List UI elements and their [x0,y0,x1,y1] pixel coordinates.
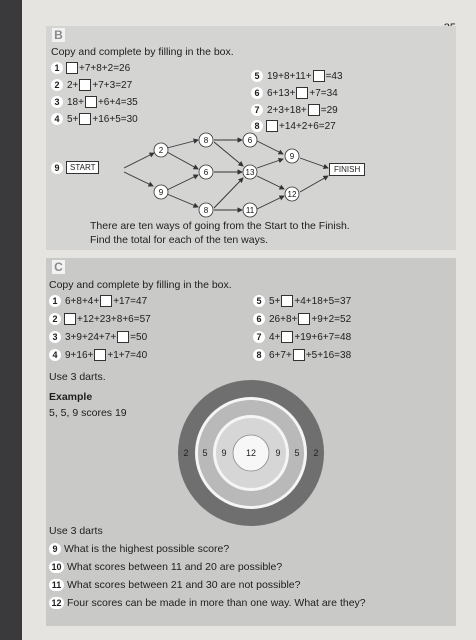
workbook-page [22,0,476,640]
equation-text: +17=47 [113,295,148,307]
section-b-question-3 [51,96,139,108]
equation-text: 18+ [67,96,84,108]
svg-text:13: 13 [245,168,255,177]
svg-text:6: 6 [247,136,253,145]
equation-text: 3+9+24+7+ [65,331,117,343]
section-b-question-6 [251,87,339,99]
section-c-question-2 [49,313,152,325]
question-number: 1 [51,62,63,74]
equation-text: 6+7+ [269,349,292,361]
question-number: 8 [251,120,263,132]
question-number: 4 [51,113,63,125]
dartboard-score-ring1-right: 9 [275,448,281,458]
dart-question-12 [49,597,366,609]
section-c-question-1 [49,295,148,307]
equation-text: 19+8+11+ [267,70,312,82]
section-b-letter: B [52,28,65,42]
start-box: START [66,161,99,174]
equation-text: +4+18+5=37 [294,295,352,307]
question-number: 9 [49,543,61,555]
equation-text: =50 [130,331,148,343]
network-node [285,149,299,163]
use-darts-label-2: Use 3 darts [49,525,103,537]
answer-box[interactable] [79,113,91,125]
section-c-letter: C [52,260,65,274]
network-nodes [46,130,456,218]
section-c-question-5 [253,295,352,307]
answer-box[interactable] [296,87,308,99]
svg-text:8: 8 [203,206,209,215]
network-node [199,203,213,217]
answer-box[interactable] [94,349,106,361]
dart-question-10 [49,561,282,573]
answer-box[interactable] [66,62,78,74]
network-node [243,165,257,179]
network-node [154,185,168,199]
question-number: 7 [251,104,263,116]
section-b-question-1 [51,62,131,74]
equation-text: +7=34 [309,87,338,99]
example-text: 5, 5, 9 scores 19 [49,407,127,419]
question-number: 12 [49,597,64,609]
network-node [243,203,257,217]
dartboard-score-ring1-left: 9 [221,448,227,458]
question-text: What is the highest possible score? [64,543,230,555]
question-number: 2 [49,313,61,325]
equation-text: 9+16+ [65,349,94,361]
question-text: What scores between 11 and 20 are possible? [67,561,283,573]
section-b [46,26,456,250]
svg-text:6: 6 [203,168,209,177]
section-c-question-4 [49,349,148,361]
question-number: 5 [253,295,265,307]
answer-box[interactable] [298,313,310,325]
equation-text: +5+16=38 [305,349,352,361]
dart-question-11 [49,579,300,591]
dartboard [176,378,326,528]
equation-text: 4+ [269,331,281,343]
network-note-line2: Find the total for each of the ten ways. [90,234,269,246]
section-b-instruction: Copy and complete by filling in the box. [51,46,234,58]
question-number: 8 [253,349,265,361]
equation-text: +19+6+7=48 [294,331,352,343]
equation-text: +1+7=40 [107,349,148,361]
dartboard-score-center: 12 [245,448,257,458]
svg-text:8: 8 [203,136,209,145]
question-number: 5 [251,70,263,82]
network-node [199,165,213,179]
section-c-question-8 [253,349,352,361]
answer-box[interactable] [100,295,112,307]
svg-text:9: 9 [289,152,295,161]
answer-box[interactable] [308,104,320,116]
answer-box[interactable] [64,313,76,325]
dartboard-score-ring3-right: 2 [313,448,319,458]
answer-box[interactable] [79,79,91,91]
equation-text: 6+8+4+ [65,295,100,307]
question-number: 6 [251,87,263,99]
section-c-question-7 [253,331,352,343]
question-text: Four scores can be made in more than one way. What are they? [67,597,366,609]
answer-box[interactable] [85,96,97,108]
question-number: 9 [51,162,63,174]
equation-text: +14+2+6=27 [279,120,336,132]
equation-text: =29 [320,104,338,116]
equation-text: 5+ [67,113,79,125]
dartboard-score-ring2-left: 5 [202,448,208,458]
answer-box[interactable] [313,70,325,82]
network-node [285,187,299,201]
equation-text: +12+23+8+6=57 [77,313,151,325]
question-number: 6 [253,313,265,325]
equation-text: +16+5=30 [92,113,138,125]
equation-text: +7+8+2=26 [79,62,131,74]
svg-text:11: 11 [245,206,255,215]
network-node [154,143,168,157]
section-c-question-6 [253,313,352,325]
section-b-question-2 [51,79,133,91]
answer-box[interactable] [281,331,293,343]
dartboard-score-ring2-right: 5 [294,448,300,458]
network-note-line1: There are ten ways of going from the Start to the Finish. [90,220,350,232]
equation-text: +6+4=35 [97,96,138,108]
svg-text:2: 2 [158,146,164,155]
question-text: What scores between 21 and 30 are not possible? [67,579,301,591]
svg-text:12: 12 [287,190,297,199]
network-node [243,133,257,147]
dart-question-9 [49,543,229,555]
question-number: 4 [49,349,61,361]
question-number: 10 [49,561,64,573]
equation-text: =43 [325,70,343,82]
equation-text: +9+2=52 [311,313,352,325]
question-number: 2 [51,79,63,91]
equation-text: 2+3+18+ [267,104,307,116]
section-c [46,258,456,626]
network-node [199,133,213,147]
section-c-question-3 [49,331,148,343]
finish-box: FINISH [329,163,365,176]
answer-box[interactable] [117,331,129,343]
question-number: 11 [49,579,64,591]
equation-text: 2+ [67,79,79,91]
equation-text: 5+ [269,295,281,307]
question-number: 3 [49,331,61,343]
question-number: 7 [253,331,265,343]
section-b-question-7 [251,104,339,116]
network-note [90,219,350,247]
section-c-instruction: Copy and complete by filling in the box. [49,279,232,291]
question-number: 1 [49,295,61,307]
svg-text:9: 9 [158,188,164,197]
use-darts-label: Use 3 darts. [49,371,106,383]
section-b-question-4 [51,113,139,125]
equation-text: 6+13+ [267,87,296,99]
dartboard-score-ring3-left: 2 [183,448,189,458]
answer-box[interactable] [293,349,305,361]
example-title: Example [49,391,93,403]
answer-box[interactable] [281,295,293,307]
equation-text: +7+3=27 [92,79,133,91]
equation-text: 26+8+ [269,313,298,325]
question-number: 3 [51,96,63,108]
section-b-question-5 [251,70,344,82]
